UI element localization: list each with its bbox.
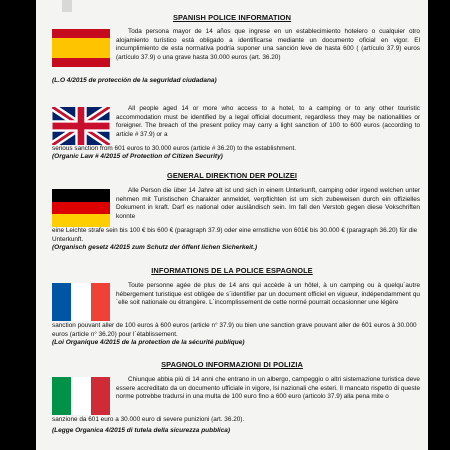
heading-italian: SPAGNOLO INFORMAZIONI DI POLIZIA xyxy=(161,360,303,369)
uk-flag-icon xyxy=(52,107,110,145)
paragraph-english: All people aged 14 or more who access to a hotel, to a camping or to any other touristic accommodation must be identified by a legal official document, regardless they may be nationalities or foreigner. The breach of the present policy may carry a light sanction of 100 to 600 euros (according to article # 37.9) or a xyxy=(116,105,420,138)
page-corner xyxy=(62,0,72,12)
police-notice-sheet xyxy=(36,0,428,450)
paragraph-italian: Chiunque abbia più di 14 anni che entrano in un albergo, campeggio o altri sistemazione turistica deve essere accreditato da un documento ufficiale in vigore, lsi nazionali che esteri. Il mancato rispetto di queste norme potrebbe tradursi in una multa de 100 euro fino a 600 euro (articolo 37.9) alla pena mite o xyxy=(116,376,420,400)
heading-french: INFORMATIONS DE LA POLICE ESPAGNOLE xyxy=(151,266,313,275)
italy-flag-icon xyxy=(52,377,110,415)
paragraph-spanish: Toda persona mayor de 14 años que ingrese en un establecimiento hotelero o cualquier otro alojamiento turístico está obligado a identificarse mediante un documento oficial en vigor. El incumplimiento de esta normativa podría suponer una sanción leve de hasta 600 ( (artículo 37.9) euros (artículo 37.9) o una grave hasta 30.000 euros (art. 36.20) xyxy=(116,28,420,61)
paragraph-french: Toute personne agée de plus de 14 ans qui accède à un hôtel, à un camping ou à quelqu´autre hébergement turistique est obligée de s´identifier par un document officiel en vigueur, indépendamment qu´elle soit nationale ou étrangère. L´incomplissement de cette normé pourrait occasionner une légère xyxy=(116,282,420,306)
paragraph-italian-continued: sanzione da 601 euro a 30.000 euro di severe punizioni (art. 36.20). xyxy=(52,416,245,423)
paragraph-english-continued: serious sanction from 601 euros to 30.000 euros (article # 36.20) to the establishment. xyxy=(52,145,297,152)
law-english: (Organic Law # 4/2015 of Protection of Citizen Security) xyxy=(52,153,223,160)
law-spanish: (L.O 4/2015 de protección de la seguridad ciudadana) xyxy=(52,77,217,84)
law-german: (Organisch gesetz 4/2015 zum Schutz der öffent lichen Sicherkeit.) xyxy=(52,244,258,251)
paragraph-german-continued: eine Leichte strafe sein bis 100 € bis 600 € (paragraph 37.9) oder eine ernstliche von 601€ bis 30.000 € (paragraph 36.20) für die Unterkunft. xyxy=(52,227,418,243)
law-french: (Loi Organique 4/2015 de la protection de la sécurité publique) xyxy=(52,339,245,346)
heading-spanish: SPANISH POLICE INFORMATION xyxy=(172,13,292,22)
paragraph-french-continued: sanction pouvant aller de 100 euros à 600 euros (article n° 37.9) ou bien une sanction grave pouvant aller de 601 euros à 30.000 euros (article n° 36.20) pour l´établissement. xyxy=(52,322,417,338)
law-italian: (Legge Organica 4/2015 di tutela della sicurezza pubblica) xyxy=(52,427,231,434)
germany-flag-icon xyxy=(52,189,110,227)
spain-flag-icon xyxy=(52,29,110,67)
france-flag-icon xyxy=(52,283,110,321)
heading-german: GENERAL DIREKTION DER POLIZEI xyxy=(166,171,298,180)
paragraph-german: Alle Person die über 14 Jahre alt ist und sich in einem Unterkunft, camping oder irgend welchen unter nehmen mit Turistischen Charakter anmeldet, verpflichten ist um sich zubeweisen durch ein offizielles Dokument in kraft. Darf es national oder ausländisch sein. Im fall den Verstob gegen diese Vokschriften konnte xyxy=(116,187,420,220)
